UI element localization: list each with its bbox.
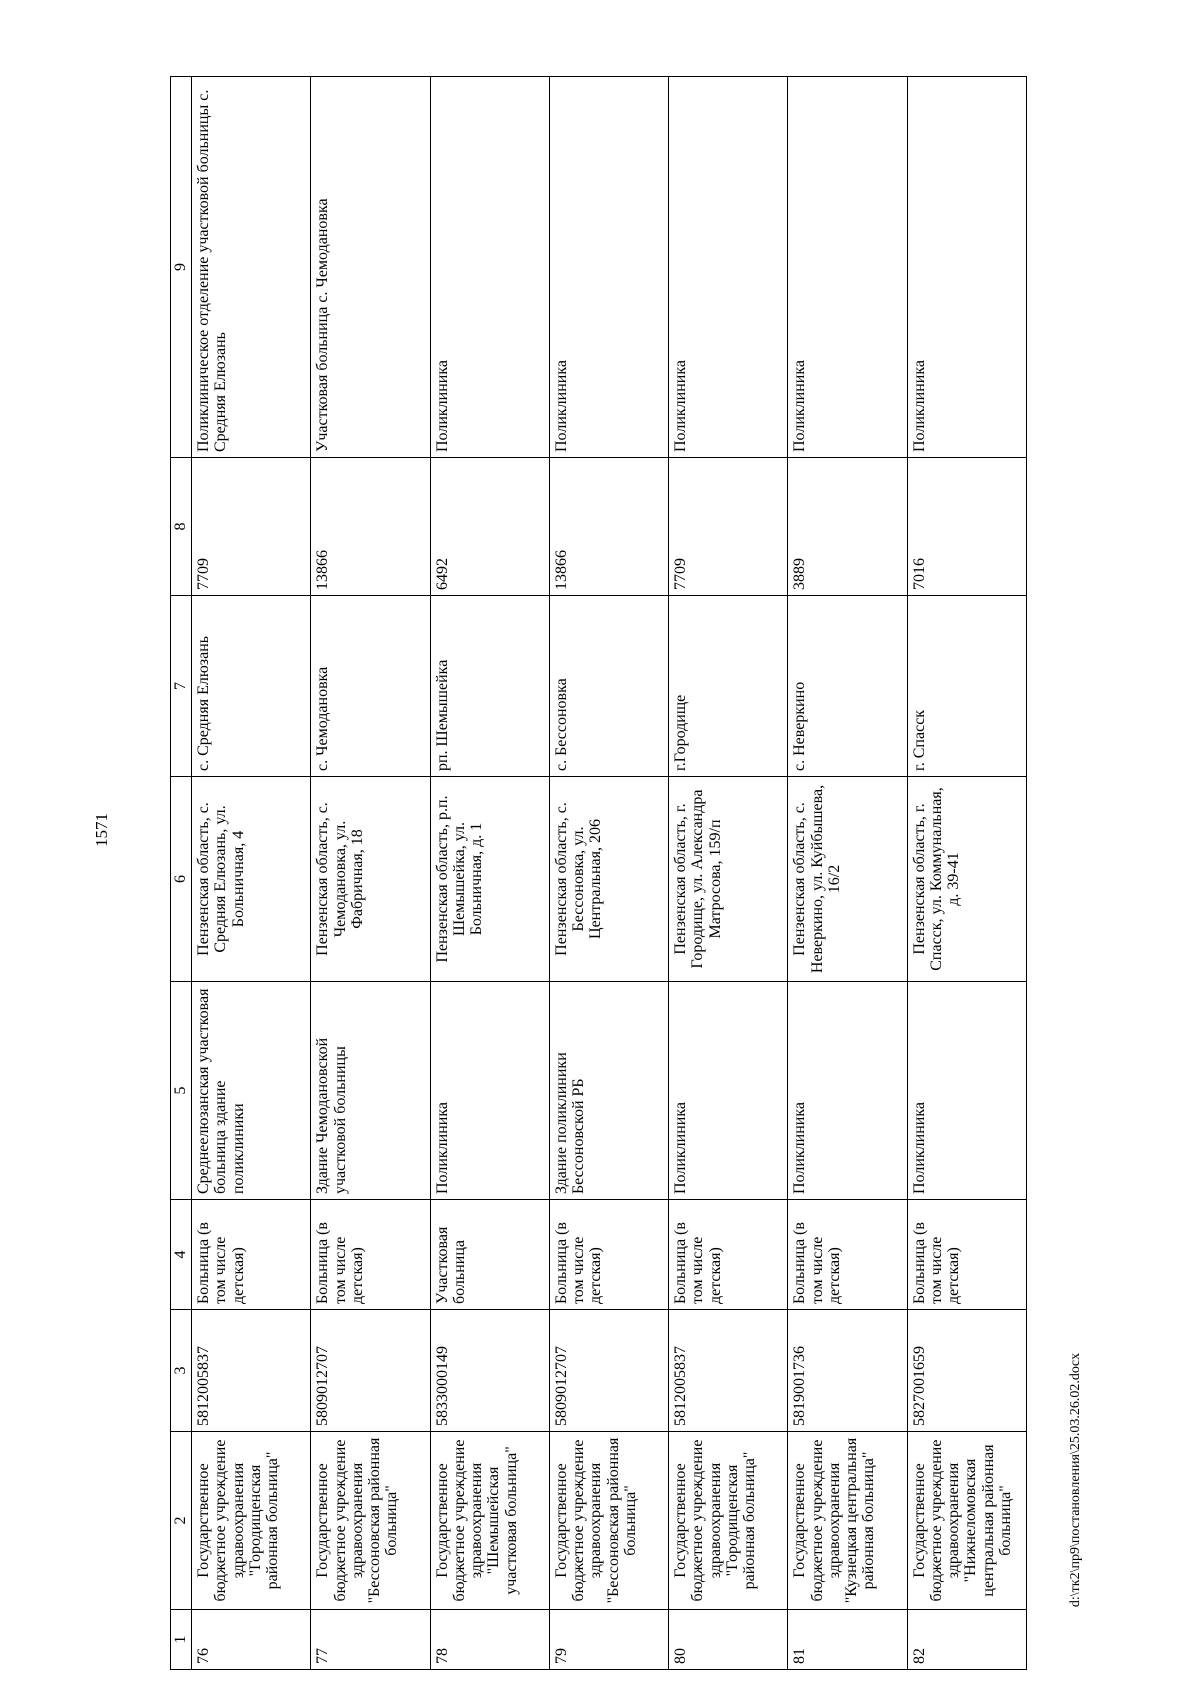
population-cell: 3889 xyxy=(788,458,907,596)
settlement-cell: с. Средняя Елюзань xyxy=(192,596,311,777)
facility-type-cell: Больница (в том числе детская) xyxy=(311,1200,430,1310)
address-cell: Пензенская область, г. Городище, ул. Александра Матросова, 159/п xyxy=(669,777,788,982)
settlement-cell: г.Городище xyxy=(669,596,788,777)
settlement-cell: с. Неверкино xyxy=(788,596,907,777)
col-header-6: 6 xyxy=(171,777,192,982)
inn-cell: 5812005837 xyxy=(192,1310,311,1432)
table-row xyxy=(907,77,1026,1670)
facility-type-cell: Больница (в том числе детская) xyxy=(192,1200,311,1310)
row-number-cell: 78 xyxy=(430,1610,549,1670)
col-header-9: 9 xyxy=(171,77,192,458)
unit-cell: Поликлиника xyxy=(430,77,549,458)
header-row xyxy=(171,77,192,1670)
row-number-cell: 79 xyxy=(549,1610,668,1670)
row-number-cell: 82 xyxy=(907,1610,1026,1670)
inn-cell: 5809012707 xyxy=(311,1310,430,1432)
col-header-1: 1 xyxy=(171,1610,192,1670)
organization-cell: Государственное бюджетное учреждение здравоохранения "Городищенская районная больница" xyxy=(192,1432,311,1610)
col-header-7: 7 xyxy=(171,596,192,777)
table-row xyxy=(549,77,668,1670)
row-number-cell: 77 xyxy=(311,1610,430,1670)
unit-cell: Поликлиника xyxy=(669,77,788,458)
table-row xyxy=(311,77,430,1670)
organization-cell: Государственное бюджетное учреждение здравоохранения "Бессоновская районная больница" xyxy=(311,1432,430,1610)
col-header-3: 3 xyxy=(171,1310,192,1432)
col-header-5: 5 xyxy=(171,982,192,1200)
inn-cell: 5833000149 xyxy=(430,1310,549,1432)
inn-cell: 5819001736 xyxy=(788,1310,907,1432)
organization-cell: Государственное бюджетное учреждение здравоохранения "Нижнеломовская центральная районная больница" xyxy=(907,1432,1026,1610)
organization-cell: Государственное бюджетное учреждение здравоохранения "Шемышейская участковая больница" xyxy=(430,1432,549,1610)
population-cell: 7709 xyxy=(669,458,788,596)
unit-cell: Участковая больница с. Чемодановка xyxy=(311,77,430,458)
inn-cell: 5809012707 xyxy=(549,1310,668,1432)
organization-cell: Государственное бюджетное учреждение здравоохранения "Городищенская районная больница" xyxy=(669,1432,788,1610)
unit-cell: Поликлиника xyxy=(788,77,907,458)
table-row xyxy=(788,77,907,1670)
col-header-2: 2 xyxy=(171,1432,192,1610)
address-cell: Пензенская область, р.п. Шемышейка, ул. Больничная, д. 1 xyxy=(430,777,549,982)
inn-cell: 5812005837 xyxy=(669,1310,788,1432)
population-cell: 7016 xyxy=(907,458,1026,596)
table-row xyxy=(669,77,788,1670)
facility-type-cell: Участковая больница xyxy=(430,1200,549,1310)
address-cell: Пензенская область, с. Бессоновка, ул. Центральная, 206 xyxy=(549,777,668,982)
population-cell: 13866 xyxy=(549,458,668,596)
row-number-cell: 80 xyxy=(669,1610,788,1670)
settlement-cell: с. Чемодановка xyxy=(311,596,430,777)
building-cell: Среднеелюзанская участковая больница здание поликлиники xyxy=(192,982,311,1200)
row-number-cell: 81 xyxy=(788,1610,907,1670)
registry-table xyxy=(170,76,1027,1670)
settlement-cell: с. Бессоновка xyxy=(549,596,668,777)
organization-cell: Государственное бюджетное учреждение здравоохранения "Бессоновская районная больница" xyxy=(549,1432,668,1610)
building-cell: Поликлиника xyxy=(788,982,907,1200)
footer-file-path: d:\тк2\пр9\постановления\25.03.26.02.docx xyxy=(1068,1352,1083,1608)
col-header-4: 4 xyxy=(171,1200,192,1310)
building-cell: Поликлиника xyxy=(907,982,1026,1200)
population-cell: 13866 xyxy=(311,458,430,596)
settlement-cell: г. Спасск xyxy=(907,596,1026,777)
unit-cell: Поликлиника xyxy=(549,77,668,458)
address-cell: Пензенская область, с. Чемодановка, ул. Фабричная, 18 xyxy=(311,777,430,982)
organization-cell: Государственное бюджетное учреждение здравоохранения "Кузнецкая центральная районная больница" xyxy=(788,1432,907,1610)
address-cell: Пензенская область, с. Средняя Елюзань, ул. Больничная, 4 xyxy=(192,777,311,982)
inn-cell: 5827001659 xyxy=(907,1310,1026,1432)
facility-type-cell: Больница (в том числе детская) xyxy=(788,1200,907,1310)
building-cell: Поликлиника xyxy=(430,982,549,1200)
population-cell: 7709 xyxy=(192,458,311,596)
settlement-cell: рп. Шемышейка xyxy=(430,596,549,777)
facility-type-cell: Больница (в том числе детская) xyxy=(669,1200,788,1310)
unit-cell: Поликлиническое отделение участковой больницы с. Средняя Елюзань xyxy=(192,77,311,458)
page-number: 1571 xyxy=(92,813,111,847)
address-cell: Пензенская область, г. Спасск, ул. Коммунальная, д. 39-41 xyxy=(907,777,1026,982)
population-cell: 6492 xyxy=(430,458,549,596)
table-row xyxy=(430,77,549,1670)
building-cell: Здание Чемодановской участковой больницы xyxy=(311,982,430,1200)
facility-type-cell: Больница (в том числе детская) xyxy=(907,1200,1026,1310)
table-row xyxy=(192,77,311,1670)
unit-cell: Поликлиника xyxy=(907,77,1026,458)
address-cell: Пензенская область, с. Неверкино, ул. Куйбышева, 16/2 xyxy=(788,777,907,982)
registry-table-container xyxy=(170,77,1027,1670)
building-cell: Поликлиника xyxy=(669,982,788,1200)
building-cell: Здание поликлиники Бессоновской РБ xyxy=(549,982,668,1200)
row-number-cell: 76 xyxy=(192,1610,311,1670)
facility-type-cell: Больница (в том числе детская) xyxy=(549,1200,668,1310)
col-header-8: 8 xyxy=(171,458,192,596)
